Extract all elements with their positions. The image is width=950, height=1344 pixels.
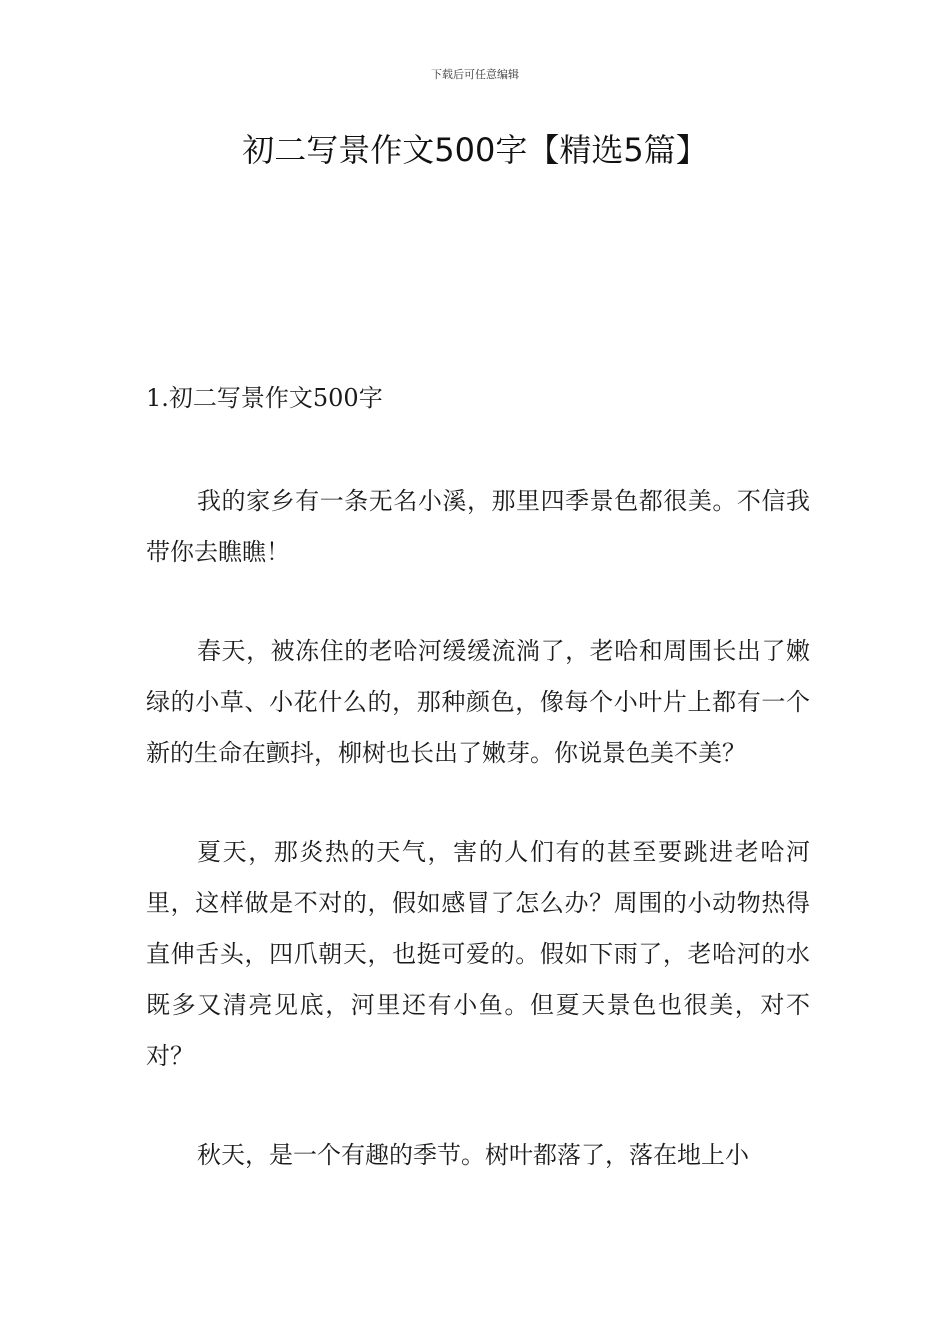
section-heading: 1.初二写景作文500字 xyxy=(146,384,383,412)
paragraph-spring: 春天，被冻住的老哈河缓缓流淌了，老哈和周围长出了嫩绿的小草、小花什么的，那种颜色，像每个小叶片上都有一个新的生命在颤抖，柳树也长出了嫩芽。你说景色美不美？ xyxy=(146,637,810,767)
page-title: 初二写景作文500字【精选5篇】 xyxy=(242,131,708,169)
paragraph-intro: 我的家乡有一条无名小溪，那里四季景色都很美。不信我带你去瞧瞧！ xyxy=(146,487,810,566)
document-body xyxy=(146,476,810,1229)
header-note: 下载后可任意编辑 xyxy=(431,68,519,81)
paragraph-summer: 夏天，那炎热的天气，害的人们有的甚至要跳进老哈河里，这样做是不对的，假如感冒了怎么办？周围的小动物热得直伸舌头，四爪朝天，也挺可爱的。假如下雨了，老哈河的水既多又清亮见底，河里还有小鱼。但夏天景色也很美，对不对？ xyxy=(146,838,810,1070)
paragraph-autumn: 秋天，是一个有趣的季节。树叶都落了，落在地上小 xyxy=(197,1141,749,1169)
